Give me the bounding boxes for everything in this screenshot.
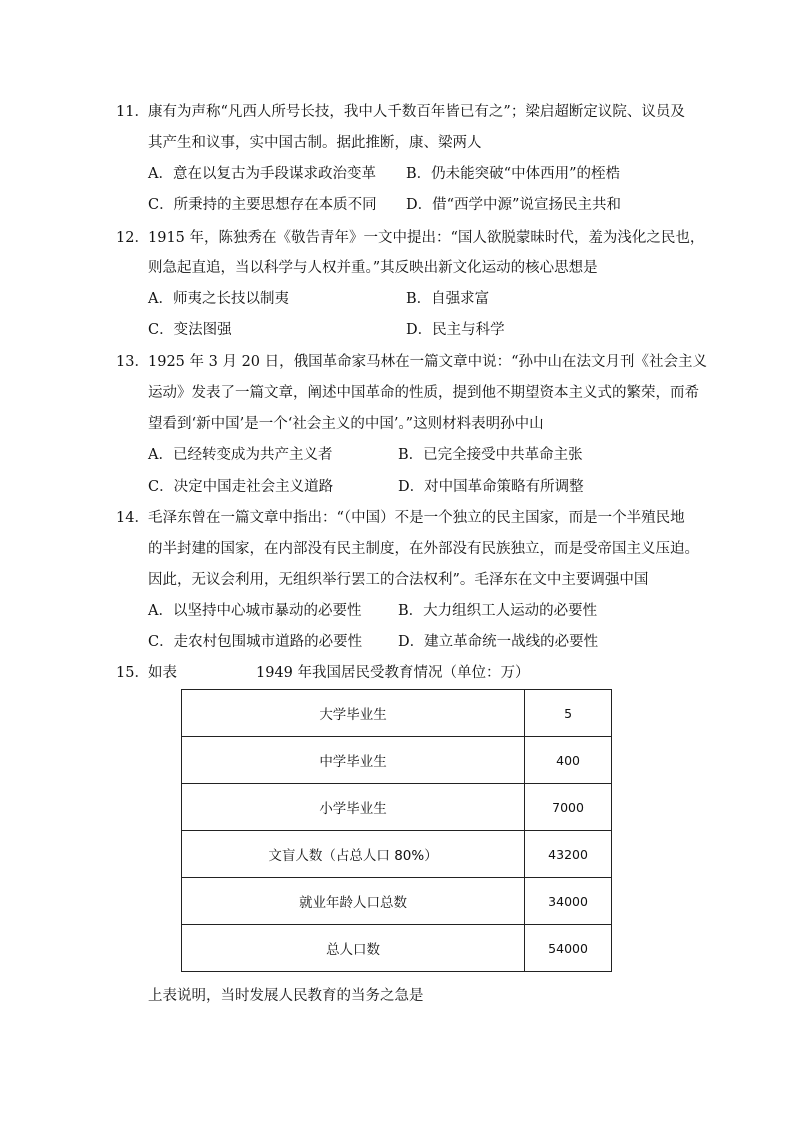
option-a: A．师夷之长技以制夷 bbox=[148, 291, 289, 307]
table-cell-label: 小学毕业生 bbox=[182, 784, 525, 831]
question-stem-line: 望看到‘新中国’是一个‘社会主义的中国’。”这则材料表明孙中山 bbox=[148, 416, 544, 432]
option-d: D．民主与科学 bbox=[406, 322, 505, 338]
table-cell-value: 5 bbox=[525, 690, 612, 737]
question-lead: 如表 bbox=[148, 665, 177, 681]
option-a: A．意在以复古为手段谋求政治变革 bbox=[148, 166, 376, 182]
option-c: C．所秉持的主要思想存在本质不同 bbox=[148, 197, 377, 213]
option-c: C．走农村包围城市道路的必要性 bbox=[148, 634, 363, 650]
table-title: 1949 年我国居民受教育情况（单位：万） bbox=[256, 665, 530, 681]
question-number: 14． bbox=[116, 510, 149, 526]
option-a: A．以坚持中心城市暴动的必要性 bbox=[148, 603, 362, 619]
question-stem-line: 毛泽东曾在一篇文章中指出：“（中国）不是一个独立的民主国家，而是一个半殖民地 bbox=[148, 510, 685, 526]
table-row bbox=[182, 737, 612, 784]
table-cell-label: 中学毕业生 bbox=[182, 737, 525, 784]
question-number: 12． bbox=[116, 230, 149, 246]
question-number: 13． bbox=[116, 354, 149, 370]
table-row bbox=[182, 831, 612, 878]
table-row bbox=[182, 690, 612, 737]
table-cell-value: 54000 bbox=[525, 925, 612, 972]
option-d: D．对中国革命策略有所调整 bbox=[398, 479, 584, 495]
table-row bbox=[182, 784, 612, 831]
option-b: B．已完全接受中共革命主张 bbox=[398, 447, 583, 463]
option-c: C．决定中国走社会主义道路 bbox=[148, 479, 334, 495]
education-table bbox=[181, 689, 612, 972]
question-stem-line: 1925 年 3 月 20 日，俄国革命家马林在一篇文章中说：“孙中山在法文月刊《社会主义 bbox=[148, 354, 708, 370]
option-d: D．借“西学中源”说宣扬民主共和 bbox=[406, 197, 621, 213]
option-d: D．建立革命统一战线的必要性 bbox=[398, 634, 599, 650]
table-row bbox=[182, 925, 612, 972]
question-followup: 上表说明，当时发展人民教育的当务之急是 bbox=[148, 988, 424, 1004]
table-cell-value: 43200 bbox=[525, 831, 612, 878]
question-stem-line: 其产生和议事，实中国古制。据此推断，康、梁两人 bbox=[148, 135, 482, 151]
table-cell-label: 大学毕业生 bbox=[182, 690, 525, 737]
option-b: B．仍未能突破“中体西用”的桎梏 bbox=[406, 166, 620, 182]
question-stem-line: 康有为声称“凡西人所号长技，我中人千数百年皆已有之”；梁启超断定议院、议员及 bbox=[148, 104, 685, 120]
question-stem-line: 的半封建的国家，在内部没有民主制度，在外部没有民族独立，而是受帝国主义压迫。 bbox=[148, 541, 699, 557]
question-stem-line: 则急起直追，当以科学与人权并重。”其反映出新文化运动的核心思想是 bbox=[148, 260, 598, 276]
table-cell-label: 就业年龄人口总数 bbox=[182, 878, 525, 925]
table-cell-label: 总人口数 bbox=[182, 925, 525, 972]
option-c: C．变法图强 bbox=[148, 322, 232, 338]
question-number: 11． bbox=[116, 104, 149, 120]
question-stem-line: 1915 年，陈独秀在《敬告青年》一文中提出：“国人欲脱蒙昧时代，羞为浅化之民也， bbox=[148, 230, 705, 246]
table-row bbox=[182, 878, 612, 925]
option-a: A．已经转变成为共产主义者 bbox=[148, 447, 333, 463]
table-cell-value: 7000 bbox=[525, 784, 612, 831]
question-number: 15． bbox=[116, 665, 149, 681]
table-cell-label: 文盲人数（占总人口 80%） bbox=[182, 831, 525, 878]
table-cell-value: 34000 bbox=[525, 878, 612, 925]
question-stem-line: 因此，无议会利用，无组织举行罢工的合法权利”。毛泽东在文中主要调强中国 bbox=[148, 572, 649, 588]
question-stem-line: 运动》发表了一篇文章，阐述中国革命的性质，提到他不期望资本主义式的繁荣，而希 bbox=[148, 385, 699, 401]
option-b: B．大力组织工人运动的必要性 bbox=[398, 603, 598, 619]
table-cell-value: 400 bbox=[525, 737, 612, 784]
option-b: B．自强求富 bbox=[406, 291, 490, 307]
